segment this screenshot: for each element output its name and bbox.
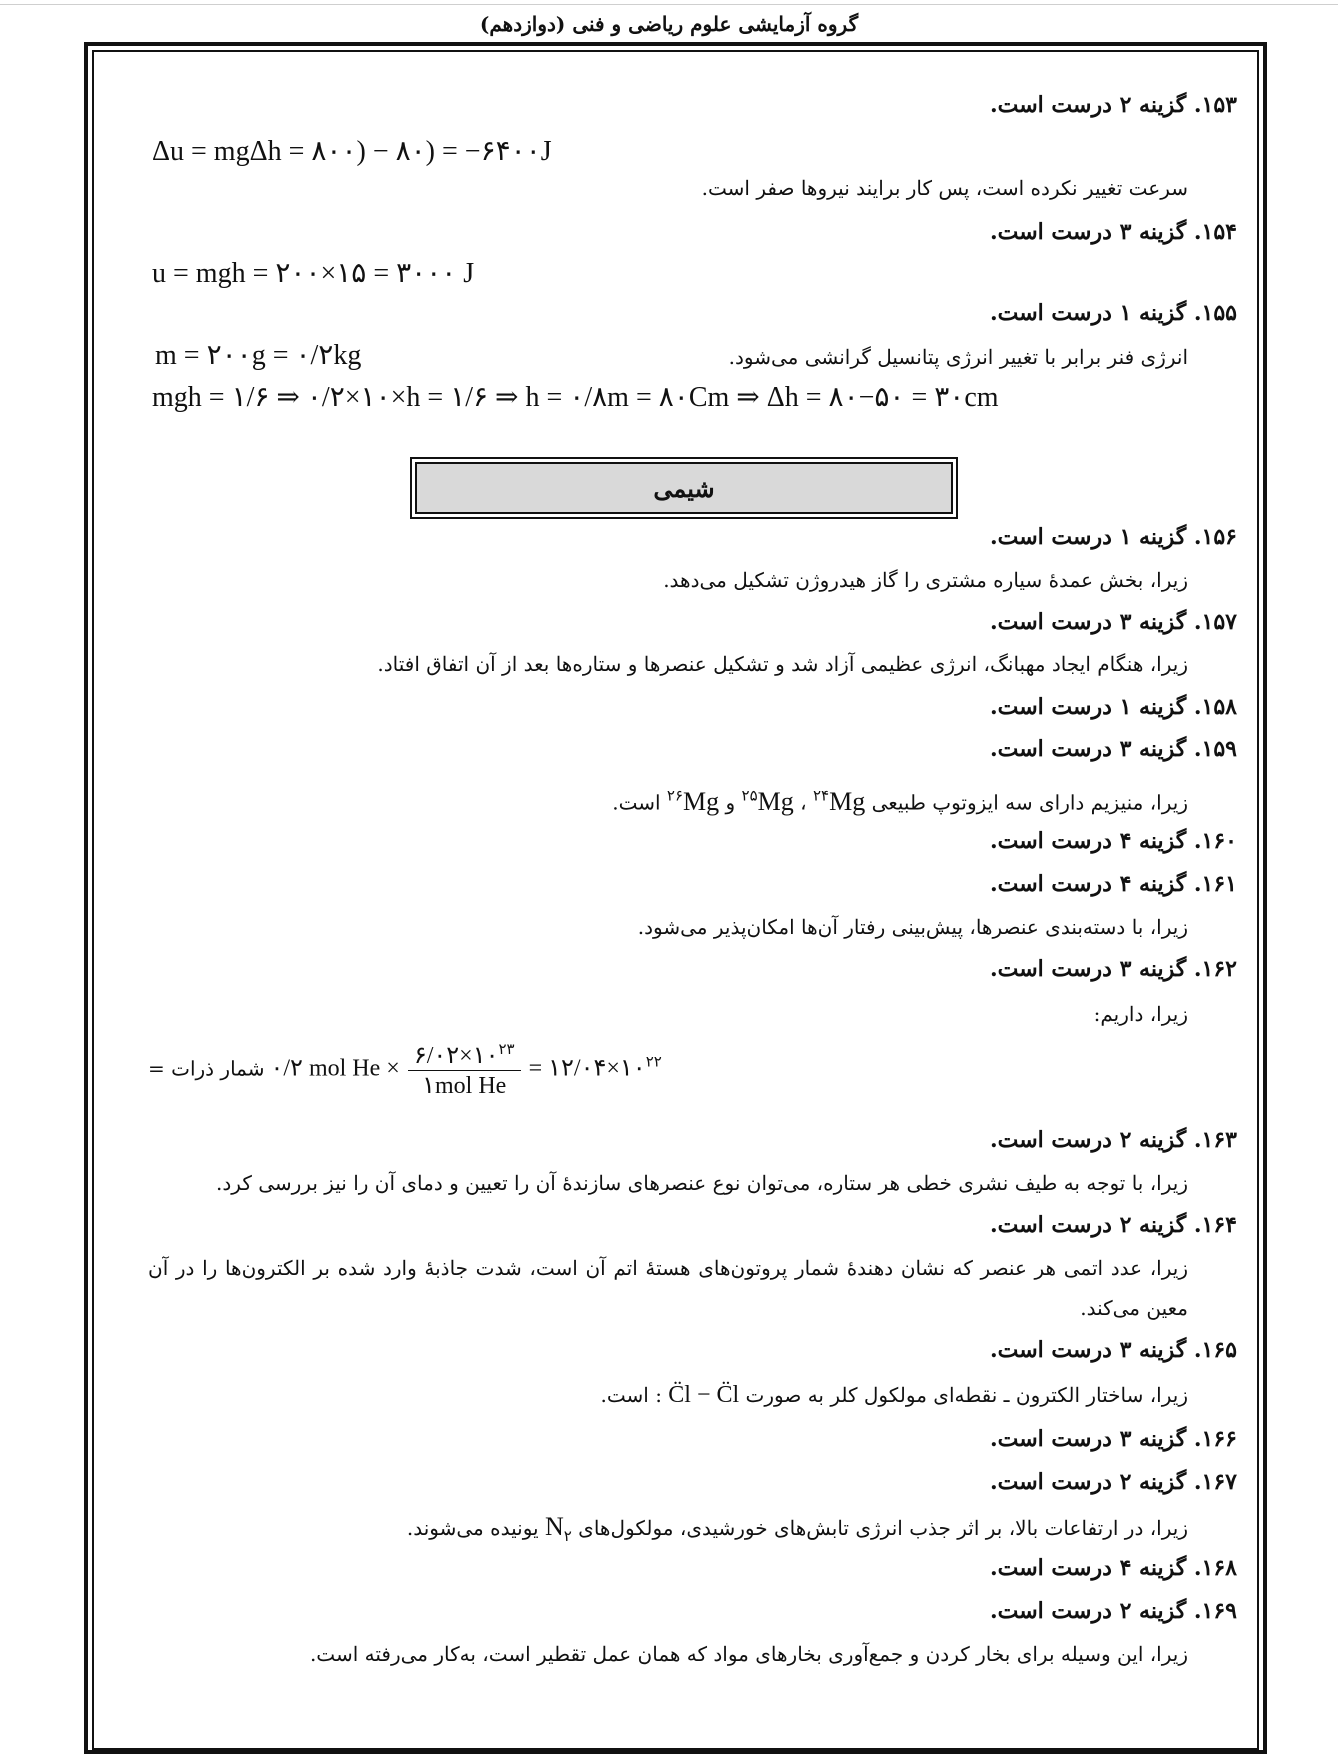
equation-162-lhs: ۰/۲ mol He × — [270, 1055, 400, 1082]
answer-157-explanation: زیرا، هنگام ایجاد مهبانگ، انرژی عظیمی آزاد شد و تشکیل عنصرها و ستاره‌ها بعد از آن اتفاق افتاد. — [377, 652, 1188, 676]
answer-158-heading: ۱۵۸. گزینه ۱ درست است. — [989, 694, 1237, 720]
answer-165-heading: ۱۶۵. گزینه ۳ درست است. — [989, 1337, 1237, 1363]
answer-155-explanation: انرژی فنر برابر با تغییر انرژی پتانسیل گرانشی می‌شود. — [728, 345, 1188, 369]
answer-167-text-b: یونیده می‌شوند. — [406, 1516, 539, 1540]
answer-161-explanation: زیرا، با دسته‌بندی عنصرها، پیش‌بینی رفتار آن‌ها امکان‌پذیر می‌شود. — [637, 915, 1188, 939]
equation-162 — [148, 1040, 662, 1100]
equation-155-height: mgh = ۱/۶ ⇒ ۰/۲×۱۰×h = ۱/۶ ⇒ h = ۰/۸m = ۸۰Cm ⇒ Δh = ۸۰−۵۰ = ۳۰cm — [152, 382, 999, 413]
page-header: گروه آزمایشی علوم ریاضی و فنی (دوازدهم) — [479, 12, 859, 36]
answer-155-heading: ۱۵۵. گزینه ۱ درست است. — [989, 300, 1237, 326]
equation-162-numerator-exp: ۲۳ — [498, 1042, 515, 1058]
answer-156-heading: ۱۵۶. گزینه ۱ درست است. — [989, 524, 1237, 550]
equation-153: Δu = mgΔh = ۸۰۰) − ۸۰) = −۶۴۰۰J — [152, 136, 552, 167]
n2-symbol: N — [544, 1512, 564, 1541]
equation-162-numerator-base: ۶/۰۲×۱۰ — [413, 1043, 499, 1069]
mg-24-symbol: Mg — [829, 786, 866, 816]
chlorine-lewis-structure: C̈l − C̈l — [668, 1382, 740, 1408]
mg-25-mass: ۲۵ — [741, 788, 758, 804]
mg-26-isotope — [667, 787, 719, 816]
answer-167-explanation — [407, 1512, 1188, 1546]
mg-separator-comma: ، — [800, 790, 807, 815]
answer-159-heading: ۱۵۹. گزینه ۳ درست است. — [989, 736, 1237, 762]
answer-159-text-b: است. — [612, 790, 661, 815]
mg-26-mass: ۲۶ — [666, 788, 684, 804]
answer-167-heading: ۱۶۷. گزینه ۲ درست است. — [989, 1469, 1237, 1495]
answer-165-explanation — [601, 1382, 1188, 1409]
equation-162-numerator — [408, 1040, 521, 1071]
equation-162-label: شمار ذرات = — [148, 1056, 265, 1081]
answer-163-heading: ۱۶۳. گزینه ۲ درست است. — [989, 1127, 1237, 1153]
section-title-box — [410, 457, 958, 519]
section-title: شیمی — [415, 462, 953, 514]
mg-25-isotope — [742, 787, 794, 816]
answer-168-heading: ۱۶۸. گزینه ۴ درست است. — [989, 1555, 1237, 1581]
answer-166-heading: ۱۶۶. گزینه ۳ درست است. — [989, 1426, 1237, 1452]
answer-154-heading: ۱۵۴. گزینه ۳ درست است. — [989, 219, 1237, 245]
mg-24-isotope — [813, 787, 865, 816]
answer-163-explanation: زیرا، با توجه به طیف نشری خطی هر ستاره، می‌توان نوع عنصرهای سازندهٔ آن را تعیین و دمای آن را نیز بررسی کرد. — [216, 1171, 1188, 1195]
equation-155-mass: m = ۲۰۰g = ۰/۲kg — [155, 340, 362, 371]
answer-164-explanation: زیرا، عدد اتمی هر عنصر که نشان دهندهٔ شمار پروتون‌های هستهٔ اتم آن است، شدت جاذبهٔ وارد شده بر الکترون‌ها را در آن معین می‌کند. — [148, 1256, 1188, 1320]
answer-157-heading: ۱۵۷. گزینه ۳ درست است. — [989, 609, 1237, 635]
answer-153-explanation: سرعت تغییر نکرده است، پس کار برایند نیروها صفر است. — [701, 176, 1188, 200]
answer-160-heading: ۱۶۰. گزینه ۴ درست است. — [989, 828, 1237, 854]
equation-162-rhs: = ۱۲/۰۴×۱۰ — [528, 1055, 646, 1082]
n2-subscript: ۲ — [563, 1529, 572, 1546]
mg-separator-and: و — [725, 790, 736, 815]
answer-169-heading: ۱۶۹. گزینه ۲ درست است. — [989, 1598, 1237, 1624]
mg-24-mass: ۲۴ — [812, 788, 830, 804]
equation-162-fraction — [408, 1040, 521, 1100]
equation-162-rhs-exp: ۲۲ — [645, 1054, 662, 1071]
answer-162-explanation: زیرا، داریم: — [1093, 1002, 1188, 1026]
answer-153-heading: ۱۵۳. گزینه ۲ درست است. — [989, 92, 1237, 118]
answer-165-text-a: زیرا، ساختار الکترون ـ نقطه‌ای مولکول کلر به صورت — [745, 1383, 1188, 1407]
mg-25-symbol: Mg — [757, 786, 794, 816]
equation-154: u = mgh = ۲۰۰×۱۵ = ۳۰۰۰ J — [152, 258, 475, 289]
answer-167-text-a: زیرا، در ارتفاعات بالا، بر اثر جذب انرژی تابش‌های خورشیدی، مولکول‌های — [578, 1516, 1188, 1540]
equation-162-denominator: ۱mol He — [422, 1073, 507, 1099]
mg-26-symbol: Mg — [683, 786, 720, 816]
answer-159-text-a: زیرا، منیزیم دارای سه ایزوتوپ طبیعی — [871, 790, 1188, 815]
answer-159-explanation — [612, 786, 1188, 817]
answer-162-heading: ۱۶۲. گزینه ۳ درست است. — [989, 956, 1237, 982]
answer-156-explanation: زیرا، بخش عمدهٔ سیاره مشتری را گاز هیدروژن تشکیل می‌دهد. — [663, 568, 1188, 592]
answer-161-heading: ۱۶۱. گزینه ۴ درست است. — [989, 871, 1237, 897]
answer-165-text-b: : است. — [600, 1383, 662, 1407]
n2-formula — [544, 1512, 572, 1546]
answer-164-heading: ۱۶۴. گزینه ۲ درست است. — [989, 1212, 1237, 1238]
answer-169-explanation: زیرا، این وسیله برای بخار کردن و جمع‌آوری بخارهای مواد که همان عمل تقطیر است، به‌کار می‌رفته است. — [309, 1642, 1188, 1666]
top-rule — [0, 4, 1338, 5]
